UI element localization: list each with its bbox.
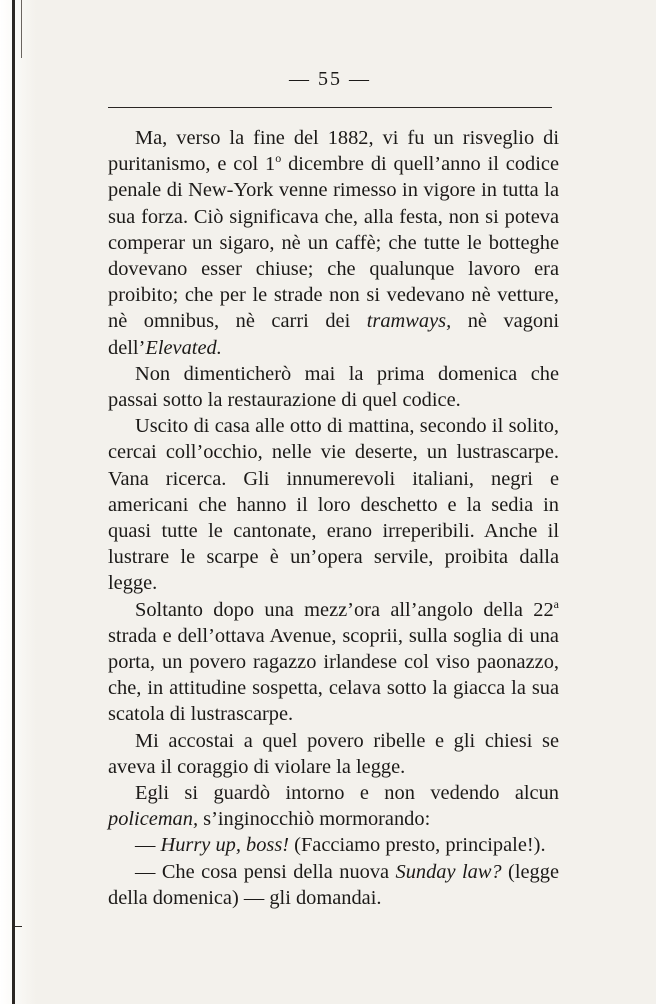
text-run: Ma, verso la fine del 1882, vi fu un risveglio di puritanismo, e col 1 (108, 127, 559, 176)
text-run: — Che cosa pensi della nuova (135, 860, 396, 883)
binding-line-thin (21, 0, 22, 58)
paragraph-3 (108, 413, 559, 596)
italic-run: tramways, (366, 310, 452, 333)
header-rule (108, 107, 552, 108)
superscript: a (553, 596, 559, 611)
text-run: Uscito di casa alle otto di mattina, secondo il solito, cercai coll’occhio, nelle vie deserte, un lustrascarpe. Vana ricerca. Gli innumerevoli italiani, negri e americani che hanno il loro deschetto e la sedia in quasi tutte le cantonate, erano irreperibili. Anche il lustrare le scarpe è un’opera servile, proibita dalla legge. (108, 415, 559, 595)
text-run: Egli si guardò intorno e non vedendo alcun (135, 782, 559, 805)
text-run: — (135, 834, 161, 857)
paragraph-8 (108, 859, 559, 911)
paragraph-7 (108, 832, 559, 858)
page-number: — 55 — (289, 68, 371, 90)
text-run: s’inginocchiò mormorando: (198, 808, 431, 831)
italic-run: Elevated. (145, 336, 222, 359)
paragraph-5 (108, 728, 559, 780)
text-run: strada e dell’ottava Avenue, scoprii, sulla soglia di una porta, un povero ragazzo irlandese col viso paonazzo, che, in attitudine sospetta, celava sotto la giacca la sua scatola di lustrascarpe. (108, 624, 559, 726)
text-run: dicembre di quell’anno il codice penale di New-York venne rimesso in vigore in tutta la sua forza. Ciò significava che, alla festa, non si poteva comperar un sigaro, nè un caffè; che tutte le botteghe dovevano esser chiuse; che qualunque lavoro era proibito; che per le strade non si vedevano nè vetture, nè omnibus, nè carri dei (108, 153, 559, 333)
text-run: Mi accostai a quel povero ribelle e gli chiesi se aveva il coraggio di violare la legge. (108, 729, 559, 778)
text-run: Soltanto dopo una mezz’ora all’angolo della 22 (135, 598, 554, 621)
page-binding-edge (0, 0, 36, 1004)
paragraph-1 (108, 125, 559, 361)
text-run: Non dimenticherò mai la prima domenica che passai sotto la restaurazione di quel codice. (108, 362, 559, 412)
text-run: nè vagoni dell’ (108, 310, 559, 359)
paragraph-4 (108, 597, 559, 728)
text-run: (legge della domenica) — gli domandai. (108, 860, 559, 909)
body-text (108, 125, 559, 911)
binding-line (12, 0, 15, 1004)
binding-tick (14, 926, 22, 927)
italic-run: policeman, (108, 808, 199, 831)
superscript: o (275, 151, 282, 166)
paragraph-6 (108, 780, 559, 832)
italic-run: Hurry up, boss! (160, 834, 290, 857)
paragraph-2 (108, 361, 559, 413)
text-run: (Facciamo presto, principale!). (289, 834, 546, 857)
italic-run: Sunday law? (395, 860, 502, 883)
